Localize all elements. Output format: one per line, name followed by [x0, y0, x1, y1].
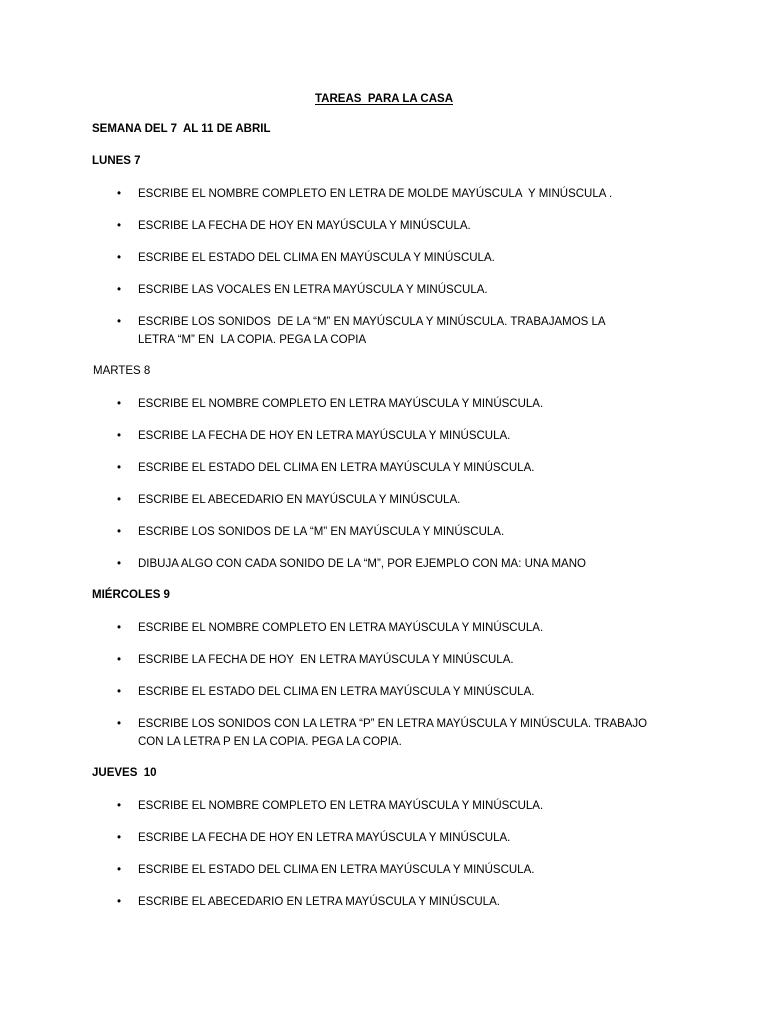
task-item [138, 491, 676, 509]
task-item [138, 555, 676, 573]
task-item [138, 829, 676, 847]
task-item [138, 523, 676, 541]
task-text: ESCRIBE LOS SONIDOS CON LA LETRA “P” EN LETRA MAYÚSCULA Y MINÚSCULA. TRABAJO [138, 718, 648, 730]
bullet-icon [117, 313, 121, 331]
day-section-lunes [92, 152, 676, 349]
task-item [138, 797, 676, 815]
task-text: ESCRIBE EL NOMBRE COMPLETO EN LETRA MAYÚSCULA Y MINÚSCULA. [138, 398, 544, 410]
task-item [138, 281, 676, 299]
task-text: ESCRIBE EL ABECEDARIO EN MAYÚSCULA Y MINÚSCULA. [138, 494, 461, 506]
task-item [138, 893, 676, 911]
day-heading: MARTES 8 [93, 365, 151, 377]
task-list [92, 395, 676, 573]
task-item [138, 683, 676, 701]
bullet-icon [117, 427, 121, 445]
task-list [92, 185, 676, 349]
task-item [138, 313, 676, 349]
task-text: ESCRIBE LOS SONIDOS DE LA “M” EN MAYÚSCULA Y MINÚSCULA. [138, 526, 505, 538]
task-text: ESCRIBE LA FECHA DE HOY EN MAYÚSCULA Y MINÚSCULA. [138, 220, 471, 232]
task-text: ESCRIBE EL NOMBRE COMPLETO EN LETRA DE MOLDE MAYÚSCULA Y MINÚSCULA . [138, 188, 613, 200]
bullet-icon [117, 459, 121, 477]
task-text: ESCRIBE EL ESTADO DEL CLIMA EN MAYÚSCULA Y MINÚSCULA. [138, 252, 495, 264]
task-text-continued: LETRA “M” EN LA COPIA. PEGA LA COPIA [138, 334, 367, 346]
task-item [138, 427, 676, 445]
day-section-miercoles [92, 586, 676, 751]
bullet-icon [117, 893, 121, 911]
bullet-icon [117, 651, 121, 669]
task-list [92, 797, 676, 911]
task-item [138, 185, 676, 203]
bullet-icon [117, 555, 121, 573]
task-text: ESCRIBE LOS SONIDOS DE LA “M” EN MAYÚSCULA Y MINÚSCULA. TRABAJAMOS LA [138, 316, 606, 328]
day-heading: JUEVES 10 [92, 767, 157, 779]
bullet-icon [117, 249, 121, 267]
bullet-icon [117, 217, 121, 235]
task-text: ESCRIBE LA FECHA DE HOY EN LETRA MAYÚSCULA Y MINÚSCULA. [138, 832, 511, 844]
task-text: ESCRIBE EL NOMBRE COMPLETO EN LETRA MAYÚSCULA Y MINÚSCULA. [138, 622, 544, 634]
task-item [138, 651, 676, 669]
bullet-icon [117, 491, 121, 509]
bullet-icon [117, 185, 121, 203]
task-text: ESCRIBE EL NOMBRE COMPLETO EN LETRA MAYÚSCULA Y MINÚSCULA. [138, 800, 544, 812]
bullet-icon [117, 683, 121, 701]
task-text: ESCRIBE EL ESTADO DEL CLIMA EN LETRA MAYÚSCULA Y MINÚSCULA. [138, 686, 535, 698]
bullet-icon [117, 715, 121, 733]
day-heading: LUNES 7 [92, 155, 141, 167]
task-text: ESCRIBE LAS VOCALES EN LETRA MAYÚSCULA Y MINÚSCULA. [138, 284, 488, 296]
task-item [138, 249, 676, 267]
document-title: TAREAS PARA LA CASA [315, 93, 453, 105]
task-text: ESCRIBE EL ESTADO DEL CLIMA EN LETRA MAYÚSCULA Y MINÚSCULA. [138, 462, 535, 474]
day-heading: MIÉRCOLES 9 [92, 589, 170, 601]
bullet-icon [117, 523, 121, 541]
bullet-icon [117, 861, 121, 879]
bullet-icon [117, 829, 121, 847]
task-list [92, 619, 676, 751]
task-item [138, 619, 676, 637]
task-item [138, 861, 676, 879]
task-text: ESCRIBE LA FECHA DE HOY EN LETRA MAYÚSCULA Y MINÚSCULA. [138, 654, 514, 666]
bullet-icon [117, 281, 121, 299]
week-heading: SEMANA DEL 7 AL 11 DE ABRIL [92, 123, 271, 135]
bullet-icon [117, 395, 121, 413]
task-text: ESCRIBE EL ABECEDARIO EN LETRA MAYÚSCULA Y MINÚSCULA. [138, 896, 500, 908]
bullet-icon [117, 619, 121, 637]
task-text-continued: CON LA LETRA P EN LA COPIA. PEGA LA COPIA. [138, 736, 402, 748]
task-text: ESCRIBE LA FECHA DE HOY EN LETRA MAYÚSCULA Y MINÚSCULA. [138, 430, 511, 442]
task-item [138, 395, 676, 413]
task-text: ESCRIBE EL ESTADO DEL CLIMA EN LETRA MAYÚSCULA Y MINÚSCULA. [138, 864, 535, 876]
task-text: DIBUJA ALGO CON CADA SONIDO DE LA “M”, POR EJEMPLO CON MA: UNA MANO [138, 558, 586, 570]
task-item [138, 217, 676, 235]
day-section-jueves [92, 764, 676, 911]
task-item [138, 715, 676, 751]
bullet-icon [117, 797, 121, 815]
day-section-martes [92, 362, 676, 573]
task-item [138, 459, 676, 477]
